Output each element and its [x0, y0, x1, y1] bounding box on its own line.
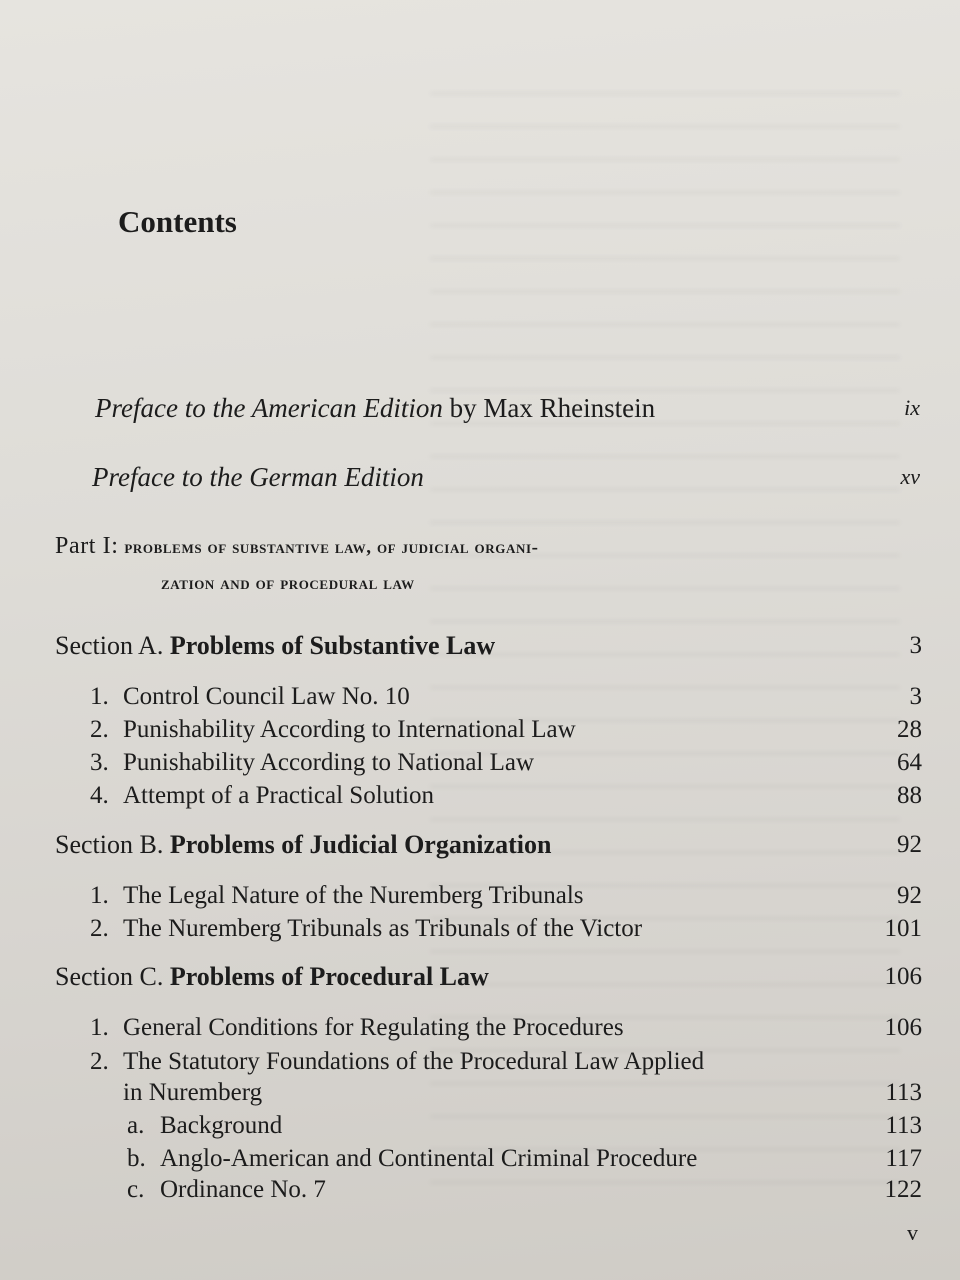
toc-section-c[interactable]	[0, 960, 960, 994]
toc-subitem[interactable]	[0, 1142, 960, 1176]
toc-entry-label: Preface to the American Edition by Max Rheinstein	[95, 393, 656, 423]
toc-page-number: 117	[885, 1145, 922, 1172]
page-folio: v	[907, 1220, 918, 1245]
toc-item-label: 4. Attempt of a Practical Solution	[90, 782, 435, 809]
part-label: Part I:	[55, 533, 119, 559]
part-title-line-2: zation and of procedural law	[161, 573, 415, 594]
toc-item-continuation[interactable]	[0, 1076, 960, 1110]
toc-page-number: 122	[884, 1176, 922, 1203]
toc-item-label: 2. The Nuremberg Tribunals as Tribunals of the Victor	[90, 915, 643, 942]
toc-subitem-label: b. Anglo-American and Continental Criminal Procedure	[127, 1145, 698, 1172]
toc-item[interactable]	[0, 1045, 960, 1079]
toc-page-number: 106	[884, 963, 922, 990]
toc-page-number: 92	[897, 831, 922, 858]
section-label: Section B. Problems of Judicial Organization	[55, 830, 552, 859]
toc-page-number: 113	[885, 1079, 922, 1106]
toc-subitem-label: a. Background	[127, 1112, 283, 1139]
toc-page-number: xv	[900, 464, 920, 489]
toc-item[interactable]	[0, 779, 960, 813]
toc-section-b[interactable]	[0, 828, 960, 862]
toc-page-number: 92	[897, 882, 922, 909]
toc-subitem[interactable]	[0, 1173, 960, 1207]
toc-item-label: 3. Punishability According to National Law	[90, 749, 535, 776]
toc-entry-preface-american[interactable]	[0, 391, 960, 425]
toc-page-number: 113	[885, 1112, 922, 1139]
toc-page-number: 3	[909, 683, 922, 710]
toc-item-label: 1. General Conditions for Regulating the Procedures	[90, 1014, 624, 1041]
toc-item[interactable]	[0, 1011, 960, 1045]
toc-page-number: ix	[904, 395, 920, 420]
page-title: Contents	[118, 204, 237, 239]
toc-item-label: 1. The Legal Nature of the Nuremberg Tribunals	[90, 882, 584, 909]
toc-item[interactable]	[0, 713, 960, 747]
toc-item[interactable]	[0, 879, 960, 913]
toc-page-number: 106	[884, 1014, 922, 1041]
section-label: Section A. Problems of Substantive Law	[55, 631, 496, 660]
toc-item[interactable]	[0, 746, 960, 780]
toc-page-number: 3	[909, 632, 922, 659]
toc-subitem-label: c. Ordinance No. 7	[127, 1176, 326, 1203]
toc-item-label: 1. Control Council Law No. 10	[90, 683, 410, 710]
part-title-line-1: problems of substantive law, of judicial organi-	[124, 537, 539, 558]
toc-item-label: in Nuremberg	[123, 1079, 263, 1106]
toc-item-label: 2. Punishability According to International Law	[90, 716, 576, 743]
part-heading	[55, 528, 865, 602]
toc-page-number: 88	[897, 782, 922, 809]
toc-page-number: 101	[884, 915, 922, 942]
toc-page-number: 28	[897, 716, 922, 743]
toc-subitem[interactable]	[0, 1109, 960, 1143]
toc-section-a[interactable]	[0, 629, 960, 663]
section-label: Section C. Problems of Procedural Law	[55, 962, 489, 991]
toc-item-label: 2. The Statutory Foundations of the Procedural Law Applied	[90, 1048, 705, 1075]
toc-page-number: 64	[897, 749, 922, 776]
toc-item[interactable]	[0, 680, 960, 714]
toc-item[interactable]	[0, 912, 960, 946]
toc-entry-label: Preface to the German Edition	[92, 462, 424, 492]
toc-entry-preface-german[interactable]	[0, 460, 960, 494]
